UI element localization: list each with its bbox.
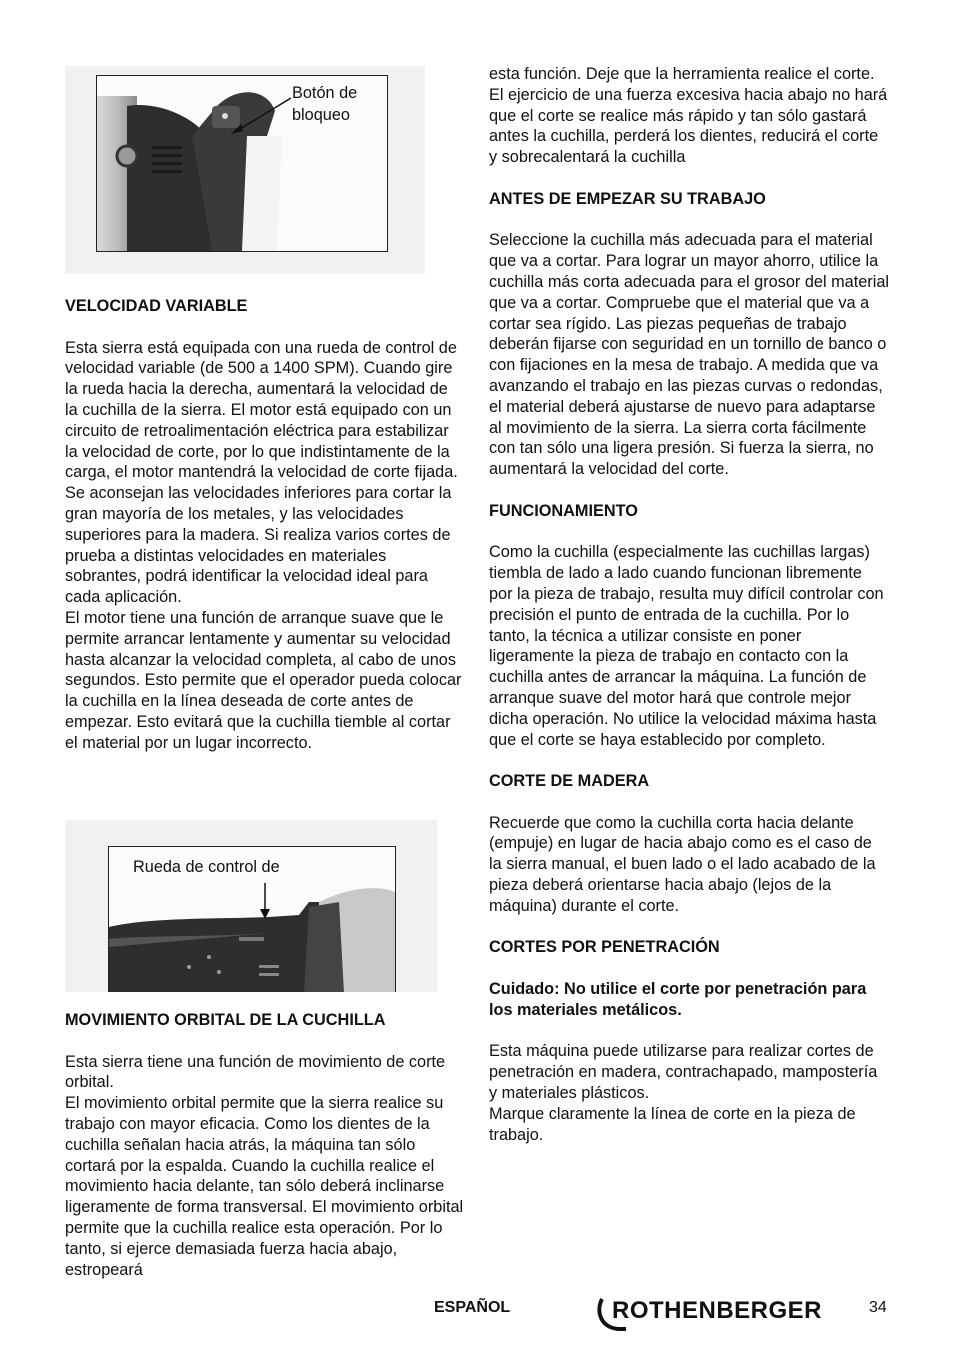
left-column [65, 296, 465, 754]
heading-velocidad-variable: VELOCIDAD VARIABLE [65, 297, 248, 315]
lock-button-caption: Botón de bloqueo [292, 84, 358, 124]
rothenberger-logo [596, 1293, 836, 1333]
paragraph: Seleccione la cuchilla más adecuada para el material que va a cortar. Para lograr un mayor ahorro, utilice la cuchilla más corta adecuada para el grosor del material que va a cortar. Compruebe que el material que va a cortar sea rígido. Las piezas pequeñas de trabajo deberán fijarse con seguridad en un tornillo de banco o con fijaciones en la mesa de trabajo. A medida que va avanzando el trabajo en las piezas curvas o redondas, el material deberá ajustarse de nuevo para adaptarse al movimiento de la sierra. La sierra corta fácilmente con tan sólo una ligera presión. Si fuerza la sierra, no aumentará la velocidad del corte. [489, 231, 890, 479]
paragraph: Esta sierra está equipada con una rueda de control de velocidad variable (de 500 a 1400 SPM). Cuando gire la rueda hacia la derecha, aumentará la velocidad de la cuchilla de la sierra. El motor está equipado con un circuito de retroalimentación eléctrica para estabilizar la velocidad de corte, por lo que indistintamente de la carga, el motor mantendrá la velocidad de corte fijada. [65, 338, 458, 482]
paragraph: Marque claramente la línea de corte en la pieza de trabajo. [489, 1104, 856, 1144]
paragraph: Esta máquina puede utilizarse para realizar cortes de penetración en madera, contrachapado, mampostería y materiales plásticos. [489, 1042, 878, 1103]
footer-language: ESPAÑOL [434, 1299, 511, 1316]
paragraph: Como la cuchilla (especialmente las cuchillas largas) tiembla de lado a lado cuando funcionan libremente por la pieza de trabajo, resulta muy difícil controlar con precisión el punto de entrada de la cuchilla. Por lo tanto, la técnica a utilizar consiste en poner ligeramente la pieza de trabajo en contacto con la cuchilla antes de arrancar la máquina. La función de arranque suave del motor hará que controle mejor dicha operación. No utilice la velocidad máxima hasta que el corte se haya establecido por completo. [489, 543, 884, 749]
paragraph: Esta sierra tiene una función de movimiento de corte orbital. [65, 1052, 446, 1092]
right-column [489, 64, 889, 1145]
figure-speed-wheel [65, 820, 437, 992]
page-number: 34 [869, 1299, 887, 1316]
heading-movimiento-orbital: MOVIMIENTO ORBITAL DE LA CUCHILLA [65, 1011, 386, 1029]
paragraph: esta función. Deje que la herramienta realice el corte. El ejercicio de una fuerza excesiva hacia abajo no hará que el corte se realice más rápido y tan sólo gastará antes la cuchilla, perderá los dientes, reducirá el corte y sobrecalentará la cuchilla [489, 65, 888, 167]
left-column-lower [65, 1010, 465, 1280]
warning-text: Cuidado: No utilice el corte por penetración para los materiales metálicos. [489, 980, 867, 1019]
heading-corte-de-madera: CORTE DE MADERA [489, 772, 650, 791]
paragraph: Recuerde que como la cuchilla corta hacia delante (empuje) en lugar de hacia abajo como es el caso de la sierra manual, el buen lado o el lado acabado de la pieza deberá orientarse hacia abajo (lejos de la máquina) durante el corte. [489, 813, 876, 915]
speed-wheel-caption: Rueda de control de [133, 858, 280, 876]
heading-antes-de-empezar: ANTES DE EMPEZAR SU TRABAJO [489, 189, 766, 208]
heading-cortes-por-penetracion: CORTES POR PENETRACIÓN [489, 938, 720, 957]
brand-name: ROTHENBERGER [612, 1297, 823, 1324]
pointer-arrow-icon [225, 96, 295, 136]
heading-funcionamiento: FUNCIONAMIENTO [489, 501, 638, 520]
paragraph: El movimiento orbital permite que la sierra realice su trabajo con mayor eficacia. Como los dientes de la cuchilla señalan hacia atrás, la máquina tan sólo cortará por la espalda. Cuando la cuchilla realice el movimiento hacia delante, tan sólo deberá inclinarse ligeramente de forma transversal. El movimiento orbital permite que la cuchilla realice esta operación. Por lo tanto, si ejerce demasiada fuerza hacia abajo, estropeará [65, 1094, 464, 1279]
paragraph: El motor tiene una función de arranque suave que le permite arrancar lentamente y aumentar su velocidad hasta alcanzar la velocidad completa, al cabo de unos segundos. Esto permite que el operador pueda colocar la cuchilla en la línea deseada de corte antes de empezar. Esto evitará que la cuchilla tiemble al cortar el material por un lugar incorrecto. [65, 608, 462, 752]
figure-lock-button [65, 66, 425, 274]
paragraph: Se aconsejan las velocidades inferiores para cortar la gran mayoría de los metales, y las velocidades superiores para la madera. Si realiza varios cortes de prueba a distintas velocidades en materiales sobrantes, podrá identificar la velocidad ideal para cada aplicación. [65, 484, 452, 607]
